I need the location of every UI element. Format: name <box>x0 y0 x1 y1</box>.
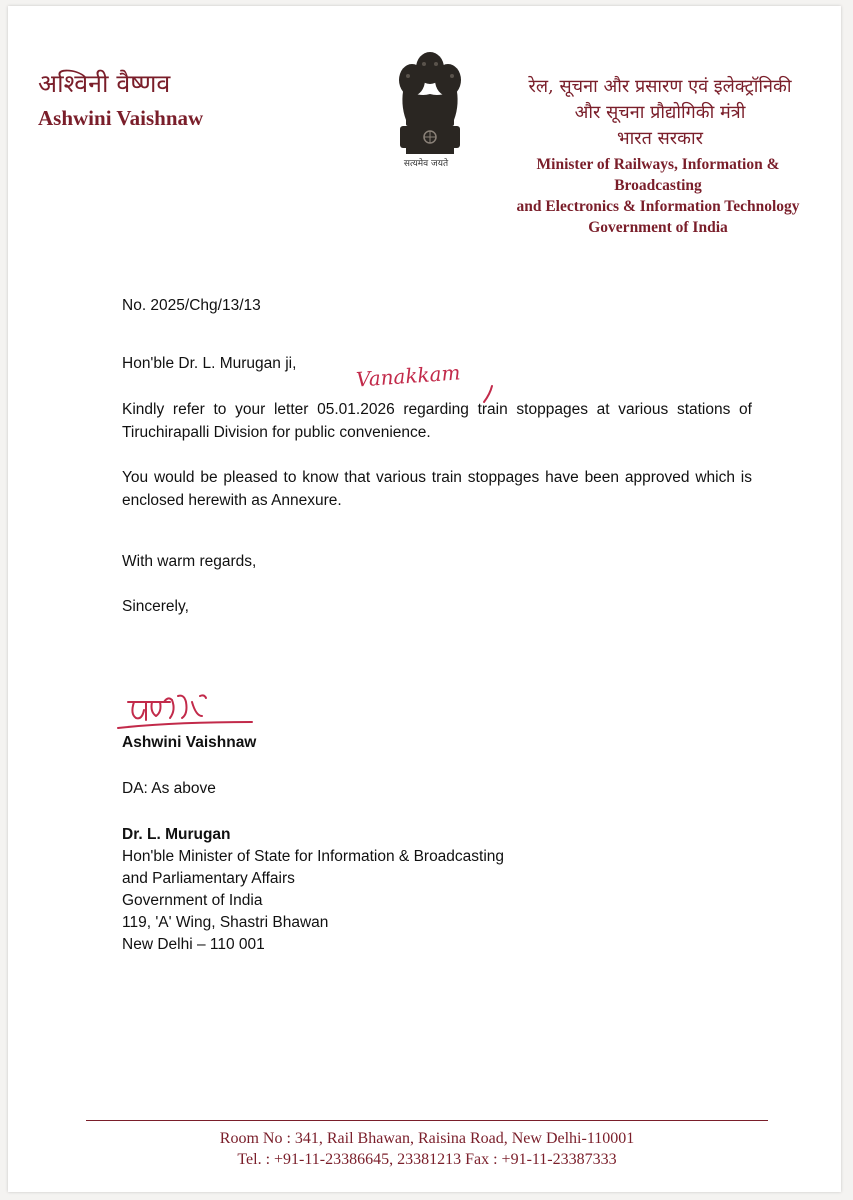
addressee-line: Government of India <box>122 892 263 909</box>
addressee-line: New Delhi – 110 001 <box>122 936 265 953</box>
reference-number: No. 2025/Chg/13/13 <box>122 297 261 314</box>
footer-phone: Tel. : +91-11-23386645, 23381213 Fax : +91-11-23387333 <box>237 1151 617 1168</box>
addressee-line: Hon'ble Minister of State for Information & Broadcasting <box>122 848 505 865</box>
salutation: Hon'ble Dr. L. Murugan ji, <box>122 355 297 372</box>
footer-divider <box>86 1120 768 1121</box>
addressee-line: and Parliamentary Affairs <box>122 870 295 887</box>
addressee-name: Dr. L. Murugan <box>122 826 231 843</box>
enclosure-note: DA: As above <box>122 780 216 797</box>
ministry-hindi-line: रेल, सूचना और प्रसारण एवं इलेक्ट्रॉनिकी <box>528 76 792 97</box>
handwritten-signature <box>112 692 262 736</box>
addressee-block <box>122 824 504 956</box>
ministry-title-english <box>498 154 818 238</box>
minister-name-english: Ashwini Vaishnaw <box>38 106 204 130</box>
ministry-english-line: and Electronics & Information Technology <box>516 198 800 215</box>
footer-address: Room No : 341, Rail Bhawan, Raisina Road, New Delhi-110001 <box>219 1130 635 1147</box>
closing-line: Sincerely, <box>122 598 189 615</box>
paragraph-approval: You would be pleased to know that various train stoppages have been approved which is enclosed herewith as Annexure. <box>122 469 752 509</box>
addressee-line: 119, 'A' Wing, Shastri Bhawan <box>122 914 329 931</box>
handwritten-note: Vanakkam <box>355 360 462 392</box>
footer-contact <box>86 1128 768 1170</box>
paragraph-reference: Kindly refer to your letter 05.01.2026 regarding train stoppages at various stations of Tiruchirapalli Division for public convenience. <box>122 401 752 441</box>
emblem-motto: सत्यमेव जयते <box>403 159 449 169</box>
ministry-hindi-line: भारत सरकार <box>616 128 704 149</box>
ministry-english-line: Government of India <box>588 219 728 236</box>
signer-name: Ashwini Vaishnaw <box>122 734 257 751</box>
regards-line: With warm regards, <box>122 553 257 570</box>
ministry-english-line: Minister of Railways, Information & Broadcasting <box>536 156 780 194</box>
ministry-title-hindi <box>500 74 820 152</box>
ministry-hindi-line: और सूचना प्रौद्योगिकी मंत्री <box>574 102 746 123</box>
letter-page <box>8 6 841 1192</box>
minister-name-hindi: अश्विनी वैष्णव <box>38 69 171 98</box>
